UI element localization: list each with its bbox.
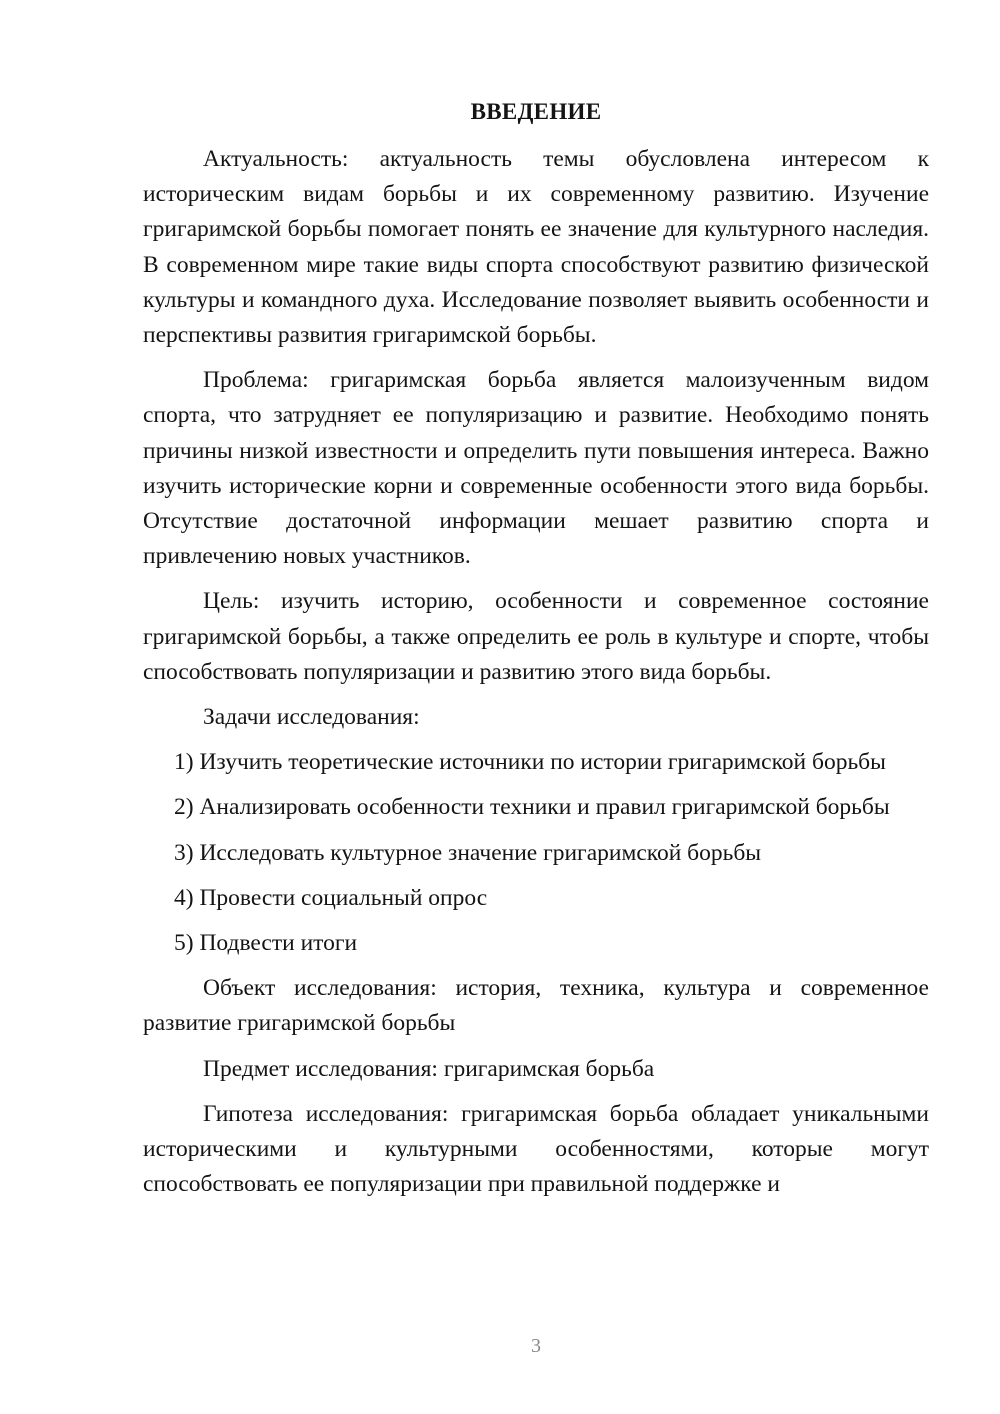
paragraph-goal: Цель: изучить историю, особенности и современное состояние григаримской борьбы, а также определить ее роль в культуре и спорте, чтобы способствовать популяризации и развитию этого вида борьбы. (143, 588, 929, 685)
section-heading: ВВЕДЕНИЕ (470, 99, 602, 124)
paragraph-subject: Предмет исследования: григаримская борьба (203, 1055, 655, 1082)
document-body (143, 142, 929, 1212)
paragraph-relevance: Актуальность: актуальность темы обусловлена интересом к историческим видам борьбы и их современному развитию. Изучение григаримской борьбы помогает понять ее значение для культурного наследия. В современном мире такие виды спорта способствуют развитию физической культуры и командного духа. Исследование позволяет выявить особенности и перспективы развития григаримской борьбы. (143, 146, 929, 349)
task-item: 2) Анализировать особенности техники и правил григаримской борьбы (174, 794, 890, 821)
task-item: 4) Провести социальный опрос (174, 884, 488, 911)
tasks-heading: Задачи исследования: (203, 704, 420, 731)
paragraph-problem: Проблема: григаримская борьба является малоизученным видом спорта, что затрудняет ее популяризацию и развитие. Необходимо понять причины низкой известности и определить пути повышения интереса. Важно изучить исторические корни и современные особенности этого вида борьбы. Отсутствие достаточной информации мешает развитию спорта и привлечению новых участников. (143, 367, 929, 570)
task-item: 3) Исследовать культурное значение григаримской борьбы (174, 839, 762, 866)
task-item: 1) Изучить теоретические источники по истории григаримской борьбы (174, 749, 886, 776)
task-item: 5) Подвести итоги (174, 930, 358, 957)
paragraph-hypothesis: Гипотеза исследования: григаримская борьба обладает уникальными историческими и культурными особенностями, которые могут способствовать ее популяризации при правильной поддержке и (143, 1100, 929, 1198)
page-number: 3 (531, 1335, 541, 1357)
paragraph-object: Объект исследования: история, техника, культура и современное развитие григаримской борьбы (143, 975, 929, 1037)
